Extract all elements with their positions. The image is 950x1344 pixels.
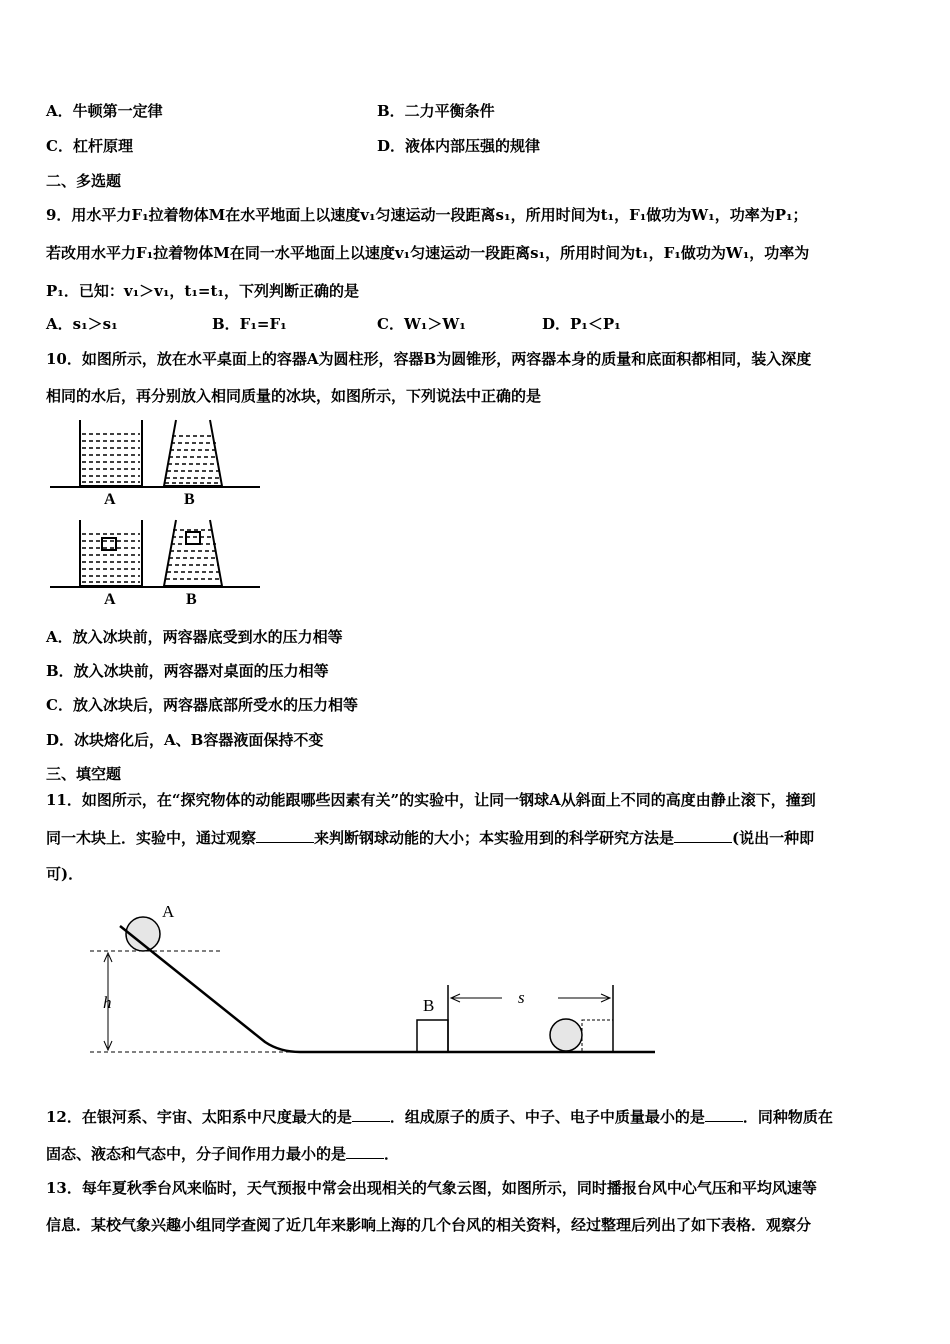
section-title-multiple-choice: 二、多选题 xyxy=(46,172,122,190)
q8-option-b: B．二力平衡条件 xyxy=(377,102,495,120)
container-b-before xyxy=(164,420,222,486)
container-b-after xyxy=(164,520,222,586)
q9-line-3: P₁．已知：v₁＞v₁，t₁=t₁，下列判断正确的是 xyxy=(46,282,359,300)
fig-label-a-top: A xyxy=(104,491,116,508)
q11-line-2 xyxy=(46,828,814,848)
fig-label-ball: A xyxy=(162,902,175,921)
container-a-after xyxy=(80,520,142,586)
q10-option-c: C．放入冰块后，两容器底部所受水的压力相等 xyxy=(46,696,358,714)
q12-line-1-part-2: ．组成原子的质子、中子、电子中质量最小的是 xyxy=(389,1108,705,1126)
q10-container-figure xyxy=(46,412,276,612)
q10-line-2: 相同的水后，再分别放入相同质量的冰块，如图所示，下列说法中正确的是 xyxy=(46,387,542,405)
block-final-position xyxy=(582,1020,613,1052)
fig-label-distance: s xyxy=(518,988,525,1007)
section-title-fill-in: 三、填空题 xyxy=(46,765,122,783)
q12-blank-1[interactable] xyxy=(352,1107,390,1122)
q9-option-c: C．W₁＞W₁ xyxy=(377,315,466,333)
q12-line-2-part-1: 固态、液态和气态中，分子间作用力最小的是 xyxy=(46,1145,347,1163)
q12-line-2-part-2: ． xyxy=(384,1145,400,1163)
q9-line-1: 9．用水平力F₁拉着物体M在水平地面上以速度v₁匀速运动一段距离s₁，所用时间为t₁，F₁做功为W₁，功率为P₁； xyxy=(46,206,808,224)
q10-option-a: A．放入冰块前，两容器底受到水的压力相等 xyxy=(46,628,343,646)
q10-option-b: B．放入冰块前，两容器对桌面的压力相等 xyxy=(46,662,329,680)
q8-option-c: C．杠杆原理 xyxy=(46,137,133,155)
q12-line-1-part-3: ．同种物质在 xyxy=(742,1108,833,1126)
q11-incline-figure xyxy=(90,900,670,1060)
q12-blank-3[interactable] xyxy=(346,1144,384,1159)
q10-line-1: 10．如图所示，放在水平桌面上的容器A为圆柱形，容器B为圆锥形，两容器本身的质量和底面积都相同，装入深度 xyxy=(46,350,812,368)
q12-line-2 xyxy=(46,1144,399,1164)
q9-option-b: B．F₁=F₁ xyxy=(212,315,287,333)
steel-ball-end xyxy=(550,1019,582,1051)
wooden-block-b xyxy=(417,1020,448,1052)
q13-line-2: 信息．某校气象兴趣小组同学查阅了近几年来影响上海的几个台风的相关资料，经过整理后列出了如下表格．观察分 xyxy=(46,1216,812,1234)
q11-line-2-part-1: 同一木块上．实验中，通过观察 xyxy=(46,829,257,847)
q9-option-d: D．P₁＜P₁ xyxy=(542,315,621,333)
q11-line-2-part-3: (说出一种即 xyxy=(732,829,815,847)
q8-option-a: A．牛顿第一定律 xyxy=(46,102,163,120)
q12-line-1 xyxy=(46,1107,833,1127)
q13-line-1: 13．每年夏秋季台风来临时，天气预报中常会出现相关的气象云图，如图所示，同时播报台风中心气压和平均风速等 xyxy=(46,1179,817,1197)
fig-label-a-bottom: A xyxy=(104,591,116,608)
q11-blank-1[interactable] xyxy=(256,828,314,843)
q12-line-1-part-1: 12．在银河系、宇宙、太阳系中尺度最大的是 xyxy=(46,1108,352,1126)
container-a-before xyxy=(80,420,142,486)
q11-line-1: 11．如图所示，在“探究物体的动能跟哪些因素有关”的实验中，让同一钢球A从斜面上不同的高度由静止滚下，撞到 xyxy=(46,791,816,809)
q11-line-3: 可)． xyxy=(46,865,84,883)
q10-option-d: D．冰块熔化后，A、B容器液面保持不变 xyxy=(46,731,324,749)
fig-label-height: h xyxy=(103,993,112,1012)
q9-option-a: A．s₁＞s₁ xyxy=(46,315,118,333)
fig-label-block: B xyxy=(423,996,435,1015)
q11-blank-2[interactable] xyxy=(674,828,732,843)
fig-label-b-bottom: B xyxy=(186,591,197,608)
q9-line-2: 若改用水平力F₁拉着物体M在同一水平地面上以速度v₁匀速运动一段距离s₁，所用时间为t₁，F₁做功为W₁，功率为 xyxy=(46,244,810,262)
q12-blank-2[interactable] xyxy=(705,1107,743,1122)
q8-option-d: D．液体内部压强的规律 xyxy=(377,137,541,155)
fig-label-b-top: B xyxy=(184,491,195,508)
q11-line-2-part-2: 来判断钢球动能的大小；本实验用到的科学研究方法是 xyxy=(314,829,675,847)
